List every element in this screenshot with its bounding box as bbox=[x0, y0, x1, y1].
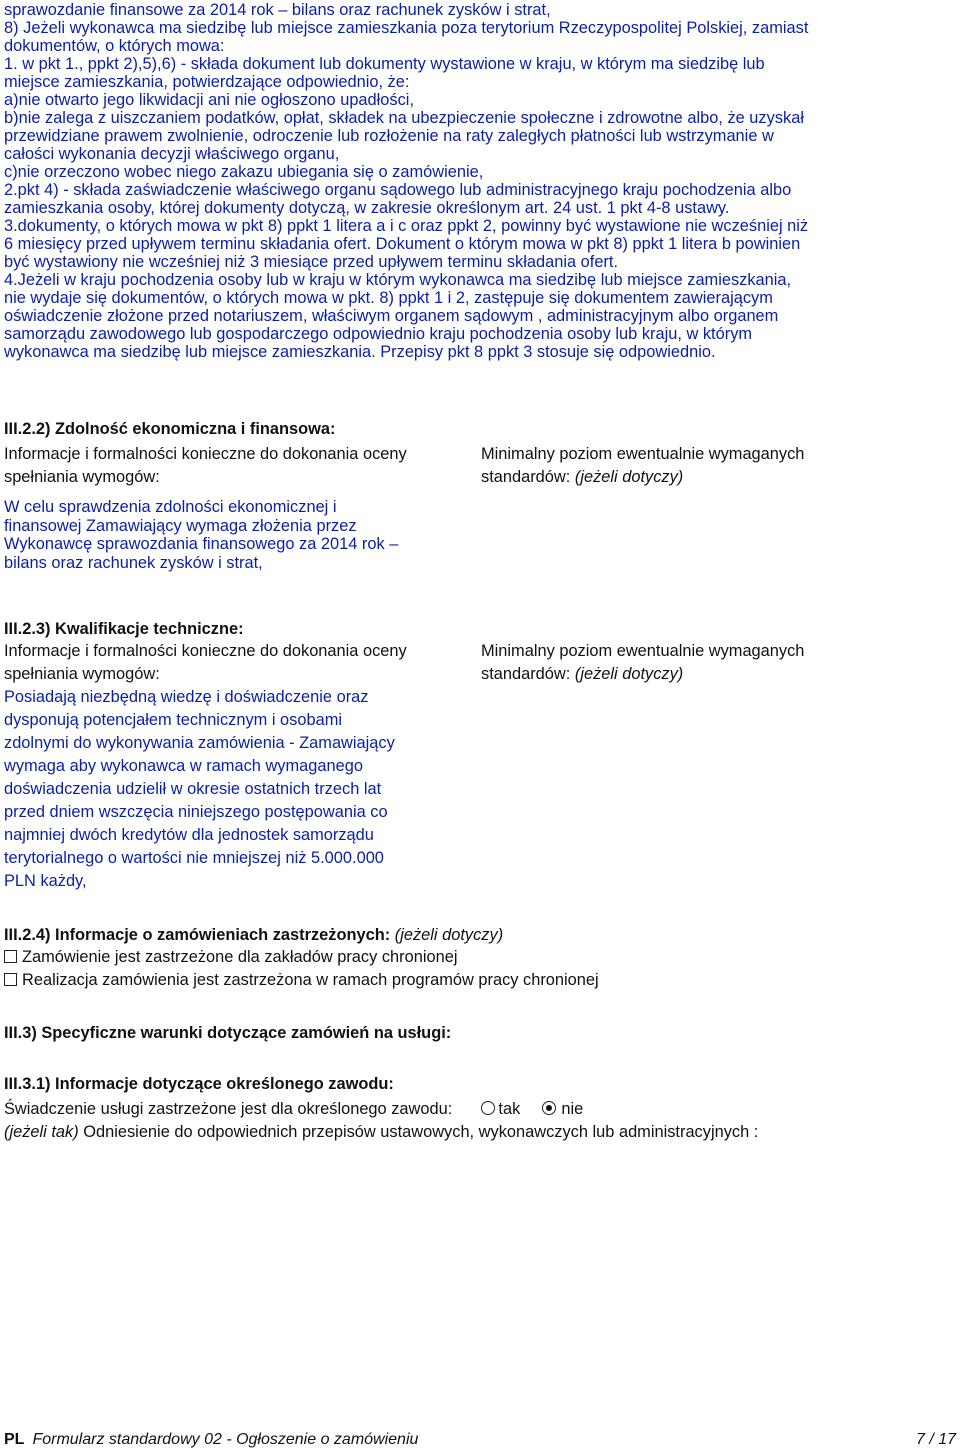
s323-standards-label: standardów: bbox=[481, 665, 575, 683]
s323-right-header bbox=[481, 640, 956, 686]
legal-reference-row bbox=[4, 1121, 758, 1143]
s323-body-line-5: doświadczenia udzielił w okresie ostatnich trzech lat bbox=[4, 780, 382, 798]
section-heading-s33: III.3) Specyficzne warunki dotyczące zamówień na usługi: bbox=[4, 1024, 452, 1042]
s322-standards-label: standardów: bbox=[481, 468, 575, 486]
s322-left-header-line-1: Informacje i formalności konieczne do dokonania oceny bbox=[4, 445, 407, 463]
s323-body-line-4: wymaga aby wykonawca w ramach wymaganego bbox=[4, 757, 363, 775]
footer-language-code: PL bbox=[4, 1431, 25, 1448]
s323-body-line-8: terytorialnego o wartości nie mniejszej niż 5.000.000 bbox=[4, 849, 384, 867]
top-text-line-20: wykonawca ma siedzibę lub miejsce zamieszkania. Przepisy pkt 8 ppkt 3 stosuje się odpowiednio. bbox=[4, 343, 716, 361]
profession-reserved-question: Świadczenie usługi zastrzeżone jest dla określonego zawodu: bbox=[4, 1100, 453, 1118]
top-text-line-6: a)nie otwarto jego likwidacji ani nie ogłoszono upadłości, bbox=[4, 91, 415, 109]
s323-body-line-2: dysponują potencjałem technicznym i osobami bbox=[4, 711, 343, 729]
reserved-sheltered-workshops-label: Zamówienie jest zastrzeżone dla zakładów pracy chronionej bbox=[22, 948, 458, 966]
s323-if-applicable: (jeżeli dotyczy) bbox=[574, 665, 684, 683]
s323-body-line-6: przed dniem wszczęcia niniejszego postępowania co bbox=[4, 803, 388, 821]
footer-page-number: 7 / 17 bbox=[915, 1431, 956, 1448]
s322-column-headers bbox=[4, 443, 956, 491]
section-heading-s322: III.2.2) Zdolność ekonomiczna i finansowa: bbox=[4, 420, 336, 438]
top-text-line-2: 8) Jeżeli wykonawca ma siedzibę lub miejsce zamieszkania poza terytorium Rzeczypospolitej Polskiej, zamiast bbox=[4, 19, 809, 37]
section-heading-s323: III.2.3) Kwalifikacje techniczne: bbox=[4, 620, 244, 638]
page-footer bbox=[4, 1429, 956, 1451]
s323-left-header-line-2: spełniania wymogów: bbox=[4, 665, 160, 683]
s322-body-line-3: Wykonawcę sprawozdania finansowego za 2014 rok – bbox=[4, 535, 399, 553]
s322-left-header-line-2: spełniania wymogów: bbox=[4, 468, 160, 486]
top-text-line-14: 6 miesięcy przed upływem terminu składania ofert. Dokument o którym mowa w pkt 8) ppkt 1 litera b powinien bbox=[4, 235, 801, 253]
s322-body-line-1: W celu sprawdzenia zdolności ekonomicznej i bbox=[4, 498, 337, 516]
legal-reference-if-yes: (jeżeli tak) bbox=[4, 1123, 79, 1141]
s322-right-header bbox=[481, 443, 956, 489]
s322-right-header-line-1: Minimalny poziom ewentualnie wymaganych bbox=[481, 445, 805, 463]
s323-left-header-line-1: Informacje i formalności konieczne do dokonania oceny bbox=[4, 642, 407, 660]
footer-left bbox=[4, 1429, 418, 1451]
s323-column-headers bbox=[4, 640, 956, 688]
s322-body bbox=[4, 498, 398, 572]
top-text-line-7: b)nie zalega z uiszczaniem podatków, opłat, składek na ubezpieczenie społeczne i zdrowotne albo, że uzyskał bbox=[4, 109, 804, 127]
s323-body bbox=[4, 686, 395, 893]
s323-right-header-line-2 bbox=[481, 663, 956, 686]
top-text-line-13: 3.dokumenty, o których mowa w pkt 8) ppkt 1 litera a i c oraz ppkt 2, powinny być wystawione nie wcześniej niż bbox=[4, 217, 809, 235]
top-text-line-9: całości wykonania decyzji właściwego organu, bbox=[4, 145, 340, 163]
top-text-line-1: sprawozdanie finansowe za 2014 rok – bilans oraz rachunek zysków i strat, bbox=[4, 1, 551, 19]
top-text-line-10: c)nie orzeczono wobec niego zakazu ubiegania się o zamówienie, bbox=[4, 163, 484, 181]
top-continuation-text bbox=[4, 1, 956, 361]
section-heading-s324 bbox=[4, 925, 503, 945]
profession-reserved-yes-label: tak bbox=[498, 1100, 521, 1118]
s324-heading-text: III.2.4) Informacje o zamówieniach zastrzeżonych: bbox=[4, 926, 391, 944]
profession-reserved-yes-radio[interactable] bbox=[481, 1101, 495, 1115]
sheltered-employment-programme-label: Realizacja zamówienia jest zastrzeżona w ramach programów pracy chronionej bbox=[22, 971, 599, 989]
top-text-line-5: miejsce zamieszkania, potwierdzające odpowiednio, że: bbox=[4, 73, 410, 91]
s322-body-line-4: bilans oraz rachunek zysków i strat, bbox=[4, 553, 263, 572]
s323-body-line-7: najmniej dwóch kredytów dla jednostek samorządu bbox=[4, 826, 374, 844]
s323-right-header-line-1: Minimalny poziom ewentualnie wymaganych bbox=[481, 642, 805, 660]
top-text-line-18: oświadczenie złożone przed notariuszem, właściwym organem sądowym , administracyjnym albo organem bbox=[4, 307, 779, 325]
s322-left-header bbox=[4, 443, 479, 489]
top-text-line-19: samorządu zawodowego lub gospodarczego odpowiednio kraju pochodzenia osoby lub kraju, w którym bbox=[4, 325, 753, 343]
top-text-line-16: 4.Jeżeli w kraju pochodzenia osoby lub w kraju w którym wykonawca ma siedzibę lub miejsce zamieszkania, bbox=[4, 271, 792, 289]
top-text-line-17: nie wydaje się dokumentów, o których mowa w pkt. 8) ppkt 1 i 2, zastępuje się dokumentem zawierającym bbox=[4, 289, 773, 307]
footer-form-title: Formularz standardowy 02 - Ogłoszenie o zamówieniu bbox=[32, 1431, 419, 1448]
s323-body-line-1: Posiadają niezbędną wiedzę i doświadczenie oraz bbox=[4, 688, 369, 706]
s323-left-header bbox=[4, 640, 479, 686]
top-text-line-3: dokumentów, o których mowa: bbox=[4, 37, 225, 55]
reserved-sheltered-workshops-checkbox[interactable] bbox=[4, 950, 17, 963]
s324-heading-optional: (jeżeli dotyczy) bbox=[394, 926, 504, 944]
s322-right-header-line-2 bbox=[481, 466, 956, 489]
profession-reserved-no-radio[interactable] bbox=[542, 1101, 556, 1115]
s322-body-line-2: finansowej Zamawiający wymaga złożenia przez bbox=[4, 516, 357, 535]
s323-body-line-9: PLN każdy, bbox=[4, 872, 87, 890]
sheltered-employment-programme-row[interactable] bbox=[4, 969, 599, 991]
s323-body-line-3: zdolnymi do wykonywania zamówienia - Zamawiający bbox=[4, 734, 395, 752]
profession-reserved-no-label: nie bbox=[561, 1100, 584, 1118]
top-text-line-8: przewidziane prawem zwolnienie, odroczenie lub rozłożenie na raty zaległych płatności lub wstrzymanie w bbox=[4, 127, 774, 145]
profession-reserved-row bbox=[4, 1098, 583, 1120]
section-heading-s331: III.3.1) Informacje dotyczące określonego zawodu: bbox=[4, 1075, 394, 1093]
sheltered-employment-programme-checkbox[interactable] bbox=[4, 973, 17, 986]
s322-if-applicable: (jeżeli dotyczy) bbox=[574, 468, 684, 486]
reserved-sheltered-workshops-row[interactable] bbox=[4, 946, 457, 968]
top-text-line-11: 2.pkt 4) - składa zaświadczenie właściwego organu sądowego lub administracyjnego kraju pochodzenia albo bbox=[4, 181, 792, 199]
legal-reference-label: Odniesienie do odpowiednich przepisów ustawowych, wykonawczych lub administracyjnych : bbox=[78, 1123, 759, 1141]
top-text-line-4: 1. w pkt 1., ppkt 2),5),6) - składa dokument lub dokumenty wystawione w kraju, w którym ma siedzibę lub bbox=[4, 55, 765, 73]
top-text-line-15: być wystawiony nie wcześniej niż 3 miesiące przed upływem terminu składania ofert. bbox=[4, 253, 619, 271]
top-text-line-12: zamieszkania osoby, której dokumenty dotyczą, w zakresie określonym art. 24 ust. 1 pkt 4-8 ustawy. bbox=[4, 199, 730, 217]
